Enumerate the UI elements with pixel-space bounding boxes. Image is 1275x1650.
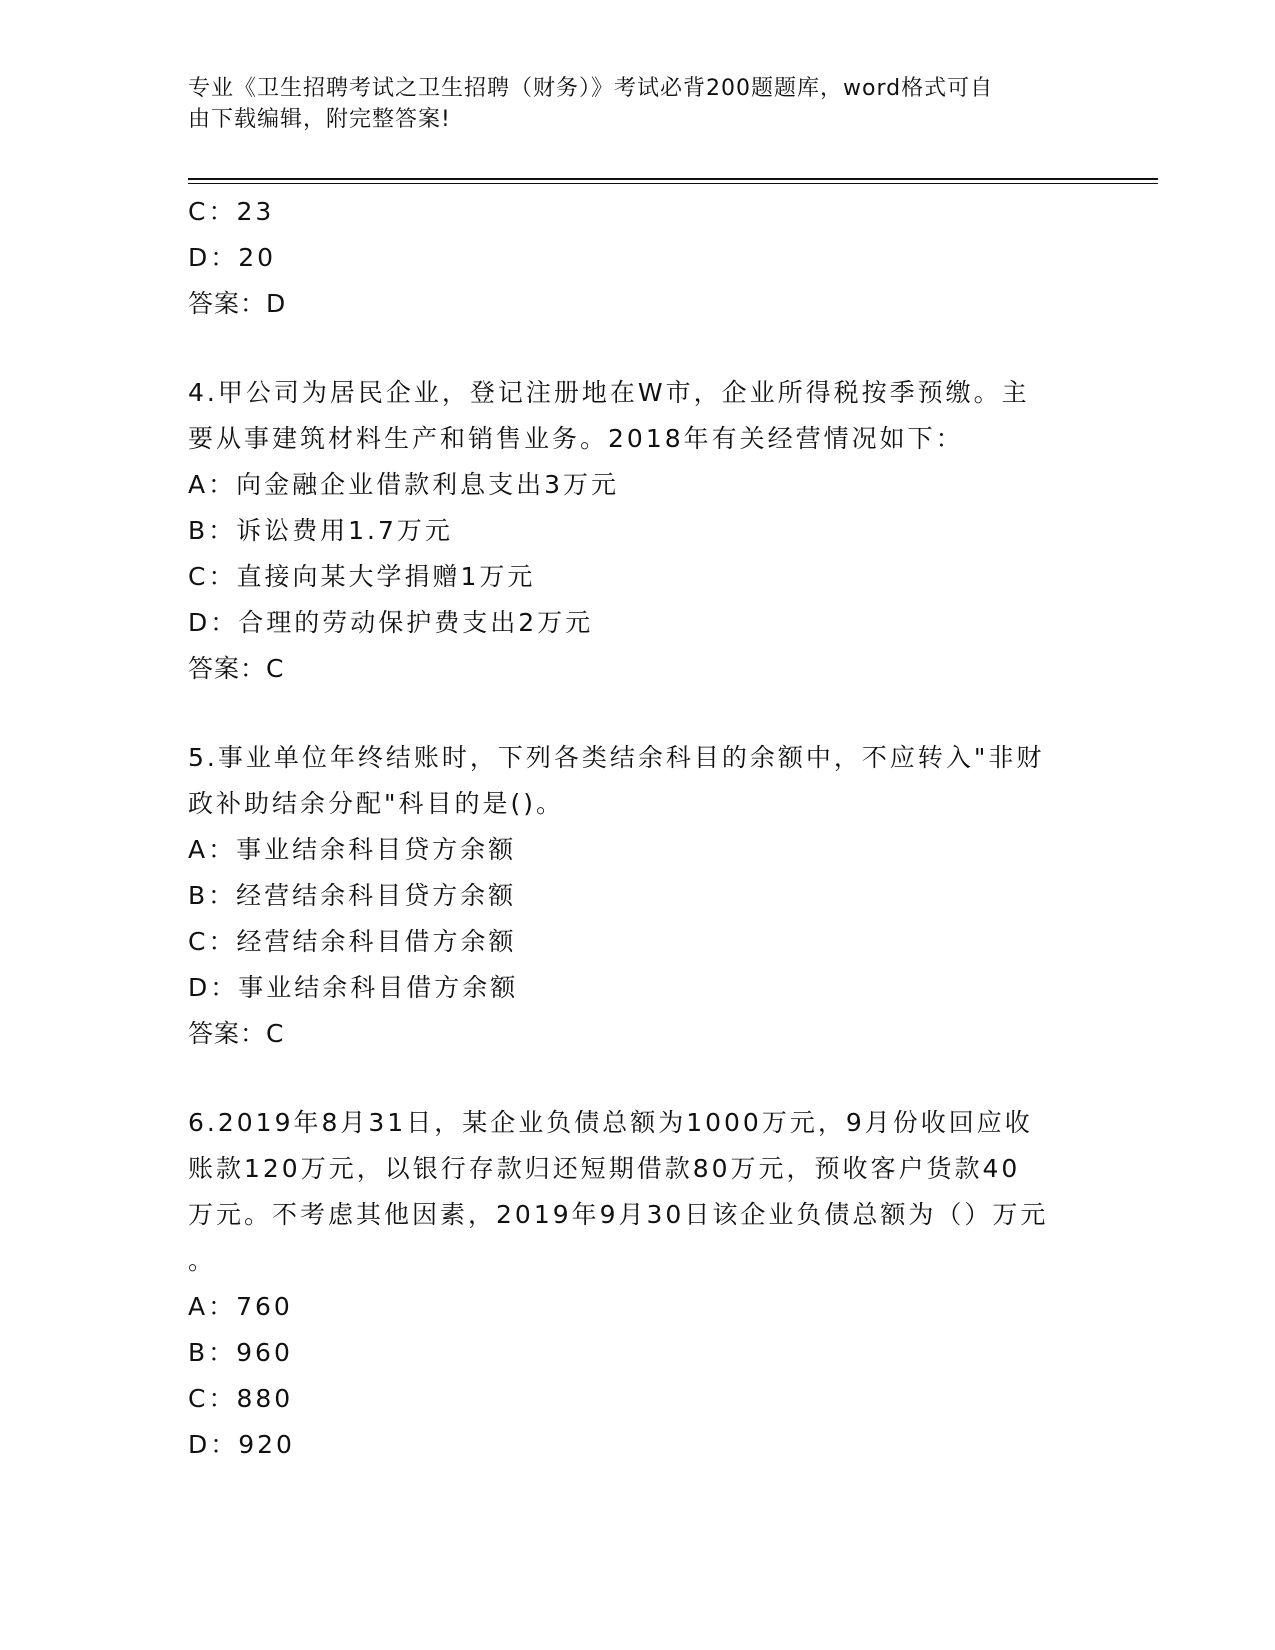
q3-answer: 答案：D	[188, 289, 287, 318]
q6-stem-line-1: 6.2019年8月31日，某企业负债总额为1000万元，9月份收回应收	[188, 1108, 1033, 1137]
q3-option-c: C：23	[188, 197, 275, 226]
q4-answer: 答案：C	[188, 654, 285, 683]
q5-stem-line-2: 政补助结余分配"科目的是()。	[188, 789, 565, 818]
q6-stem-line-4: 。	[188, 1246, 217, 1275]
q4-option-b: B：诉讼费用1.7万元	[188, 516, 453, 545]
q4-option-d: D：合理的劳动保护费支出2万元	[188, 608, 594, 637]
q6-option-d: D：920	[188, 1430, 295, 1459]
q5-option-a: A：事业结余科目贷方余额	[188, 835, 517, 864]
q3-option-d: D：20	[188, 243, 277, 272]
q6-option-c: C：880	[188, 1384, 294, 1413]
q5-option-b: B：经营结余科目贷方余额	[188, 881, 517, 910]
q4-option-c: C：直接向某大学捐赠1万元	[188, 562, 536, 591]
q4-stem-line-2: 要从事建筑材料生产和销售业务。2018年有关经营情况如下：	[188, 424, 964, 453]
document-header	[188, 73, 1088, 135]
header-divider-thin	[188, 183, 1158, 184]
q5-option-c: C：经营结余科目借方余额	[188, 927, 517, 956]
q4-stem-line-1: 4.甲公司为居民企业，登记注册地在W市，企业所得税按季预缴。主	[188, 378, 1030, 407]
q4-option-a: A：向金融企业借款利息支出3万元	[188, 470, 620, 499]
header-divider-thick	[188, 178, 1158, 180]
q6-option-a: A：760	[188, 1292, 293, 1321]
q6-stem-line-3: 万元。不考虑其他因素，2019年9月30日该企业负债总额为（）万元	[188, 1200, 1049, 1229]
question-3-tail	[188, 189, 1088, 327]
q6-stem-line-2: 账款120万元，以银行存款归还短期借款80万元，预收客户货款40	[188, 1154, 1021, 1183]
header-line-2: 由下载编辑，附完整答案!	[188, 107, 451, 132]
q5-stem-line-1: 5.事业单位年终结账时，下列各类结余科目的余额中，不应转入"非财	[188, 743, 1045, 772]
question-6	[188, 1100, 1088, 1468]
q5-option-d: D：事业结余科目借方余额	[188, 973, 519, 1002]
question-4	[188, 370, 1088, 692]
question-content	[188, 189, 1088, 1468]
header-line-1: 专业《卫生招聘考试之卫生招聘（财务）》考试必背200题题库，word格式可自	[188, 76, 994, 101]
q6-option-b: B：960	[188, 1338, 293, 1367]
q5-answer: 答案：C	[188, 1019, 285, 1048]
question-5	[188, 735, 1088, 1057]
